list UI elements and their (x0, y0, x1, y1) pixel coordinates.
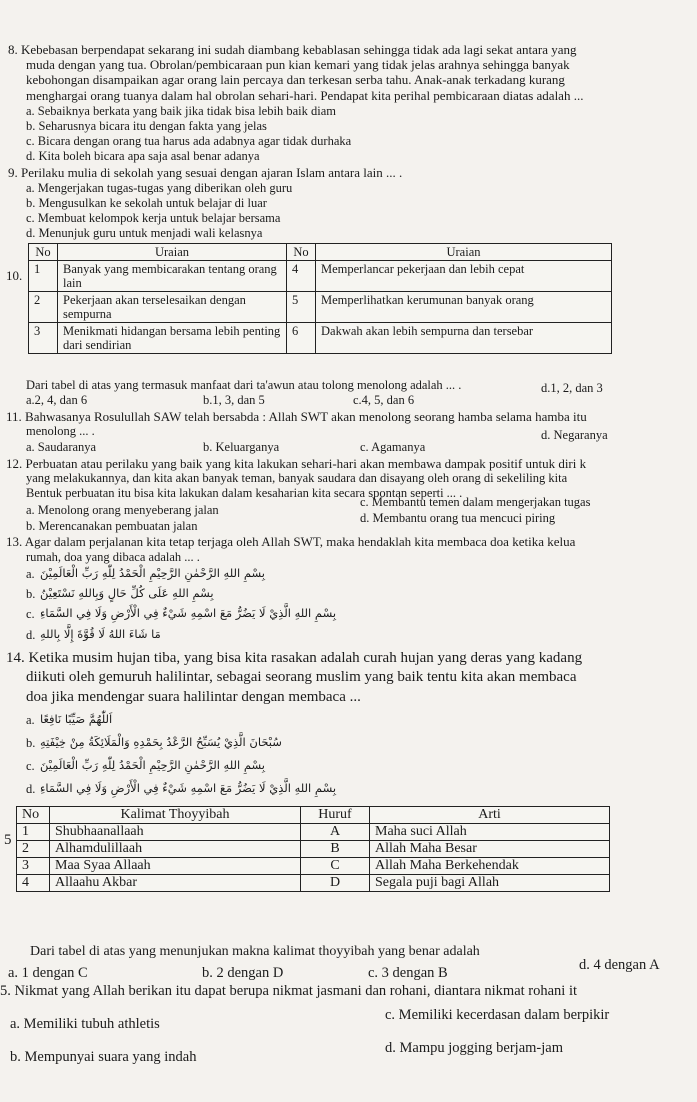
q11-option-b[interactable]: b. Keluarganya (203, 440, 280, 454)
q11-option-c[interactable]: c. Agamanya (360, 440, 426, 454)
q15-option-c[interactable]: c. 3 dengan B (368, 965, 448, 981)
q15-cell: Segala puji bagi Allah (370, 875, 610, 892)
q10-cell: 5 (287, 292, 316, 323)
q15-cell: Allah Maha Besar (370, 841, 610, 858)
q11-option-a[interactable]: a. Saudaranya (26, 440, 97, 454)
q15-cell: 1 (17, 824, 50, 841)
q15-option-b[interactable]: b. 2 dengan D (202, 965, 284, 981)
q10-cell: Menikmati hidangan bersama lebih penting dari sendirian (58, 323, 287, 354)
q12-line-1: 12. Perbuatan atau perilaku yang baik yang kita lakukan sehari-hari akan membawa dampak positif untuk diri k (6, 456, 587, 471)
q10-stem: Dari tabel di atas yang termasuk manfaat dari ta'awun atau tolong menolong adalah ... . (26, 378, 462, 392)
q14-option-c-label[interactable]: c. (26, 759, 35, 773)
q15-cell: Alhamdulillaah (50, 841, 301, 858)
q14-option-a-arabic[interactable]: اَللّٰهُمَّ صَيِّبًا نَافِعًا (40, 712, 113, 726)
q15-table-header-row (17, 807, 610, 824)
q14-option-a-label[interactable]: a. (26, 713, 35, 727)
q15-table-row (17, 858, 610, 875)
q14-line-1: 14. Ketika musim hujan tiba, yang bisa kita rasakan adalah curah hujan yang deras yang kadang (6, 650, 583, 666)
q12-option-a[interactable]: a. Menolong orang menyeberang jalan (26, 503, 219, 517)
q15-cell: D (301, 875, 370, 892)
q13-option-c-label[interactable]: c. (26, 607, 35, 621)
q12-line-3: Bentuk perbuatan itu bisa kita lakukan dalam kesaharian kita secara spontan seperti ... . (26, 486, 463, 500)
q12-line-2: yang melakukannya, dan kita akan banyak teman, banyak saudara dan disayang oleh orang di sekeliling kita (26, 471, 568, 485)
q15-table-row (17, 875, 610, 892)
q9-option-c[interactable]: c. Membuat kelompok kerja untuk belajar bersama (26, 211, 281, 225)
q12-option-c[interactable]: c. Membantu temen dalam mengerjakan tugas (360, 495, 591, 509)
q10-cell: 1 (29, 261, 58, 292)
q15-cell: Maha suci Allah (370, 824, 610, 841)
q9-option-d[interactable]: d. Menunjuk guru untuk menjadi wali kelasnya (26, 226, 263, 240)
q10-cell: 4 (287, 261, 316, 292)
q11-option-d[interactable]: d. Negaranya (541, 428, 608, 442)
q12-option-b[interactable]: b. Merencanakan pembuatan jalan (26, 519, 198, 533)
q11-line-1: 11. Bahwasanya Rosulullah SAW telah bersabda : Allah SWT akan menolong seorang hamba selama hamba itu (6, 409, 587, 424)
q15-cell: 2 (17, 841, 50, 858)
q16-option-b[interactable]: b. Mempunyai suara yang indah (10, 1049, 197, 1065)
q10-header-uraian-1: Uraian (58, 244, 287, 261)
q15-header-kalimat: Kalimat Thoyyibah (50, 807, 301, 824)
q11-line-2: menolong ... . (26, 424, 95, 438)
q13-option-a-arabic[interactable]: بِسْمِ اللهِ الرَّحْمٰنِ الرَّحِيْمِ الْحَمْدُ لِلّٰهِ رَبِّ الْعَالَمِيْنَ (40, 566, 265, 580)
q8-line-2: muda dengan yang tua. Obrolan/pembicaraan pun kian kemari yang tidak jelas arahnya sehingga banyak (26, 57, 570, 72)
q15-option-d[interactable]: d. 4 dengan A (579, 957, 660, 973)
q13-option-b-arabic[interactable]: بِسْمِ اللهِ عَلَى كُلِّ حَالٍ وَبِاللهِ نَسْتَعِيْنُ (40, 586, 214, 600)
q10-cell: 6 (287, 323, 316, 354)
q8-line-3: kebohongan disampaikan agar orang lain percaya dan terkesan serba tahu. Anak-anak terkadang kurang (26, 72, 565, 87)
q10-cell: 3 (29, 323, 58, 354)
q14-option-c-arabic[interactable]: بِسْمِ اللهِ الرَّحْمٰنِ الرَّحِيْمِ الْحَمْدُ لِلّٰهِ رَبِّ الْعَالَمِيْنَ (40, 758, 265, 772)
q15-cell: 4 (17, 875, 50, 892)
q14-option-b-arabic[interactable]: سُبْحَانَ الَّذِيْ يُسَبِّحُ الرَّعْدُ بِحَمْدِهِ وَالْمَلَائِكَةُ مِنْ خِيْفَتِهِ (40, 735, 282, 749)
q16-option-a[interactable]: a. Memiliki tubuh athletis (10, 1016, 160, 1032)
q15-cell: C (301, 858, 370, 875)
q10-header-uraian-2: Uraian (316, 244, 612, 261)
q10-option-d[interactable]: d.1, 2, dan 3 (541, 381, 603, 395)
q10-option-b[interactable]: b.1, 3, dan 5 (203, 393, 265, 407)
q14-line-3: doa jika mendengar suara halilintar dengan membaca ... (26, 689, 361, 705)
q15-number: 5 (4, 832, 12, 848)
q10-number: 10. (6, 268, 23, 283)
q13-option-a-label[interactable]: a. (26, 567, 35, 581)
q10-table-row (29, 261, 612, 292)
q14-option-d-label[interactable]: d. (26, 782, 36, 796)
q14-option-d-arabic[interactable]: بِسْمِ اللهِ الَّذِيْ لَا يَضُرُّ مَعَ اسْمِهِ شَيْءٌ فِي الْأَرْضِ وَلَا فِي السَّمَاءِ (40, 781, 337, 795)
q8-option-c[interactable]: c. Bicara dengan orang tua harus ada adabnya agar tidak durhaka (26, 134, 352, 148)
q10-cell: Memperlihatkan kerumunan banyak orang (316, 292, 612, 323)
q15-cell: A (301, 824, 370, 841)
q15-cell: Shubhaanallaah (50, 824, 301, 841)
q15-cell: Allah Maha Berkehendak (370, 858, 610, 875)
q9-option-a[interactable]: a. Mengerjakan tugas-tugas yang diberikan oleh guru (26, 181, 293, 195)
q14-option-b-label[interactable]: b. (26, 736, 36, 750)
q13-option-c-arabic[interactable]: بِسْمِ اللهِ الَّذِيْ لَا يَضُرُّ مَعَ اسْمِهِ شَيْءٌ فِي الْأَرْضِ وَلَا فِي السَّمَاءِ (40, 606, 337, 620)
q15-cell: 3 (17, 858, 50, 875)
q16-stem: 5. Nikmat yang Allah berikan itu dapat berupa nikmat jasmani dan rohani, diantara nikmat rohani it (0, 983, 578, 999)
q15-table-row (17, 824, 610, 841)
q10-cell: Pekerjaan akan terselesaikan dengan sempurna (58, 292, 287, 323)
q15-header-huruf: Huruf (301, 807, 370, 824)
q15-table-row (17, 841, 610, 858)
q13-line-1: 13. Agar dalam perjalanan kita tetap terjaga oleh Allah SWT, maka hendaklah kita membaca doa ketika kelua (6, 534, 576, 549)
q10-table-header-row (29, 244, 612, 261)
q15-header-arti: Arti (370, 807, 610, 824)
q15-cell: B (301, 841, 370, 858)
q15-header-no: No (17, 807, 50, 824)
q10-table-row (29, 292, 612, 323)
q10-table-row (29, 323, 612, 354)
q8-option-b[interactable]: b. Seharusnya bicara itu dengan fakta yang jelas (26, 119, 267, 133)
q13-line-2: rumah, doa yang dibaca adalah ... . (26, 550, 200, 564)
q10-cell: Dakwah akan lebih sempurna dan tersebar (316, 323, 612, 354)
q8-option-d[interactable]: d. Kita boleh bicara apa saja asal benar adanya (26, 149, 260, 163)
q10-cell: 2 (29, 292, 58, 323)
q13-option-b-label[interactable]: b. (26, 587, 36, 601)
q10-option-a[interactable]: a.2, 4, dan 6 (26, 393, 88, 407)
q14-line-2: diikuti oleh gemuruh halilintar, sebagai seorang muslim yang baik tentu kita akan membaca (26, 669, 577, 685)
q13-option-d-label[interactable]: d. (26, 628, 36, 642)
q15-cell: Maa Syaa Allaah (50, 858, 301, 875)
q8-line-4: menghargai orang tuanya dalam hal obrolan sehari-hari. Pendapat kita perihal pembicaraan diatas adalah ... (26, 88, 584, 103)
q15-stem: Dari tabel di atas yang menunjukan makna kalimat thoyyibah yang benar adalah (30, 944, 480, 959)
q15-cell: Allaahu Akbar (50, 875, 301, 892)
q10-cell: Memperlancar pekerjaan dan lebih cepat (316, 261, 612, 292)
q16-option-c[interactable]: c. Memiliki kecerdasan dalam berpikir (385, 1007, 610, 1023)
q8-option-a[interactable]: a. Sebaiknya berkata yang baik jika tidak bisa lebih baik diam (26, 104, 336, 118)
q10-option-c[interactable]: c.4, 5, dan 6 (353, 393, 415, 407)
q10-header-no-2: No (287, 244, 316, 261)
q8-line-1: 8. Kebebasan berpendapat sekarang ini sudah diambang kebablasan sehingga tidak ada lagi sekat antara yang (8, 42, 577, 57)
q12-option-d[interactable]: d. Membantu orang tua mencuci piring (360, 511, 556, 525)
q15-option-a[interactable]: a. 1 dengan C (8, 965, 88, 981)
q16-option-d[interactable]: d. Mampu jogging berjam-jam (385, 1040, 563, 1056)
q10-header-no-1: No (29, 244, 58, 261)
q10-table (28, 243, 612, 354)
q15-table (16, 806, 610, 892)
q9-option-b[interactable]: b. Mengusulkan ke sekolah untuk belajar di luar (26, 196, 267, 210)
q10-cell: Banyak yang membicarakan tentang orang lain (58, 261, 287, 292)
q9-stem: 9. Perilaku mulia di sekolah yang sesuai dengan ajaran Islam antara lain ... . (8, 165, 403, 180)
q13-option-d-arabic[interactable]: مَا شَاءَ اللهُ لَا قُوَّةَ إِلَّا بِاللهِ (40, 627, 161, 641)
